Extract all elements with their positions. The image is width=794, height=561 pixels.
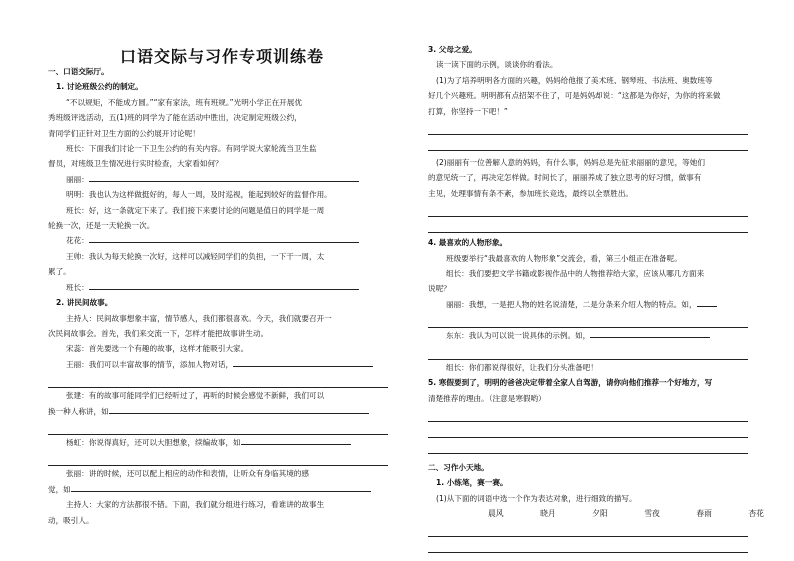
q2-text: 觉，如 [48,484,71,494]
q4-text: 班级要举行“我最喜欢的人物形象”交流会，看，第三小组正在准备呢。 [446,253,682,263]
answer-blank[interactable] [109,404,369,414]
q2-text: 张建：有的故事可能同学们已经听过了，再听的时候会感觉不新鲜，我们可以 [66,391,325,401]
answer-line[interactable] [48,452,388,466]
q1-text: 王帅：我认为每天轮换一次好，这样可以减轻同学们的负担，一下干一周，太 [66,251,325,261]
q2-text: 主持人：民间故事想象丰富，情节感人，我们都很喜欢。今天，我们就要召开一 [66,313,332,323]
word-item: 晓月 [540,509,556,519]
q3-text: 读一读下面的示例，谈谈你的看法。 [436,60,558,70]
w1-title: 1. 小练笔，赛一赛。 [436,478,508,488]
speaker-monitor: 班长： [66,282,89,292]
q3-text: (1)为了培养明明各方面的兴趣，妈妈给他报了美术班、钢琴班、书法班、奥数班等 [436,75,713,85]
answer-line[interactable] [48,374,388,388]
answer-line[interactable] [428,424,748,438]
w1-text: (1)从下面的词语中选一个作为表达对象，进行细致的描写。 [436,493,637,503]
q5-text: 清楚推荐的理由。（注意是寒假哟） [428,393,546,403]
q4-text: 组长：你们都说得很好，让我们分头准备吧！ [446,362,598,372]
answer-line[interactable] [428,539,748,553]
section2-heading: 二、习作小天地。 [428,462,489,472]
q1-text: 明明：我也认为这样做挺好的，每人一周，及时巡视，能起到较好的监督作用。 [66,190,332,200]
q2-text: 张丽：讲的时候，还可以配上相应的动作和表情，让听众有身临其境的感 [66,469,309,479]
q2-title: 2. 讲民间故事。 [56,298,113,308]
q1-dialog [48,233,388,248]
speaker-lili: 丽丽： [66,174,89,184]
q2-text: 主持人：大家的方法都很不错。下面，我们就分组进行练习，看谁讲的故事生 [66,500,325,510]
answer-blank[interactable] [590,328,710,338]
q1-text: “不以规矩，不能成方圆。”“家有家法，班有班规。”光明小学正在开展优 [66,97,302,107]
word-item: 夕阳 [592,509,608,519]
q5-text: 5. 寒假要到了，明明的爸爸决定带着全家人自驾游，请你向他们推荐一个好地方，写 [428,378,713,388]
word-item: 晨风 [488,509,504,519]
q3-text: (2)丽丽有一位善解人意的妈妈，有什么事，妈妈总是先征求丽丽的意见，等她们 [436,158,705,168]
answer-blank[interactable] [89,172,359,182]
answer-blank[interactable] [71,482,371,492]
q1-title: 1. 讨论班级公约的制定。 [56,82,143,92]
q4-text: 丽丽：我想，一是把人物的姓名说清楚，二是分条来介绍人物的特点。如， [446,299,697,309]
q4-dialog [428,328,748,343]
page-title: 口语交际与习作专项训练卷 [120,47,325,66]
q1-text: 青同学们正针对卫生方面的公约展开讨论呢！ [48,128,200,138]
q4-text: 东东：我认为可以说一说具体的示例。如， [446,331,591,341]
word-item: 杏花 [748,509,764,519]
q1-dialog [48,172,388,187]
answer-line[interactable] [428,346,748,360]
q3-text: 好几个兴趣班。明明都有点招架不住了，可是妈妈却说：“这都是为你好，为你的将来做 [428,91,721,101]
q3-text: 打算，你坚持一下吧！” [428,106,508,116]
q3-text: 的意见统一了，再决定怎样做。时间长了，丽丽养成了独立思考的好习惯，做事有 [428,173,702,183]
q2-dialog [48,404,388,419]
q1-dialog [48,280,388,295]
q1-text: 班长：好，这一条就定下来了。我们接下来要讨论的问题是值日的同学是一周 [66,205,325,215]
answer-line[interactable] [428,314,748,328]
answer-line[interactable] [428,219,748,233]
right-column [428,42,764,553]
q2-text: 宋蕊：首先要选一个有趣的故事，这样才能吸引大家。 [66,344,249,354]
answer-line[interactable] [428,203,748,217]
answer-blank[interactable] [89,233,359,243]
answer-blank[interactable] [241,435,351,445]
q3-text: 主见，处理事情有条不紊，参加班长竞选，最终以全票胜出。 [428,188,634,198]
answer-line[interactable] [428,440,748,454]
word-list [428,506,764,521]
q2-dialog [48,482,388,497]
left-column [48,64,388,528]
q2-dialog [48,357,388,372]
word-item: 春雨 [696,509,712,519]
section1-heading: 一、口语交际厅。 [48,67,109,76]
q2-text: 次民间故事会。首先，我们来交流一下，怎样才能把故事讲生动。 [48,328,269,338]
q2-text: 动，吸引人。 [48,515,94,525]
q2-text: 换一种人称讲，如 [48,406,109,416]
q3-title: 3. 父母之爱。 [428,45,477,54]
q4-title: 4. 最喜欢的人物形象。 [428,238,508,248]
q2-text: 王丽：我们可以丰富故事的情节，添加人物对话， [66,359,234,369]
q1-text: 督员，对班级卫生情况进行实时检查，大家看如何？ [48,159,223,169]
answer-line[interactable] [428,523,748,537]
q4-dialog [428,297,748,312]
answer-blank[interactable] [697,297,717,307]
answer-line[interactable] [428,121,748,135]
answer-blank[interactable] [89,280,359,290]
answer-blank[interactable] [233,357,373,367]
q1-text: 轮换一次，还是一天轮换一次。 [48,221,155,231]
speaker-huahua: 花花： [66,236,89,246]
q1-text: 班长：下面我们讨论一下卫生公约的有关内容。有同学说大家轮流当卫生监 [66,144,317,154]
q1-text: 累了。 [48,267,71,277]
q4-text: 组长：我们要把文学书籍或影视作品中的人物推荐给大家，应该从哪几方面来 [446,269,705,279]
q2-dialog [48,435,388,450]
q1-text: 秀班级评选活动，五(1)班的同学为了能在活动中胜出，决定制定班级公约， [48,113,302,123]
answer-line[interactable] [48,421,388,435]
word-item: 雪夜 [644,509,660,519]
answer-line[interactable] [428,408,748,422]
q2-text: 杨虹：你说得真好，还可以大胆想象，续编故事，如 [66,437,241,447]
answer-line[interactable] [428,137,748,151]
q4-text: 说呢？ [428,284,451,294]
